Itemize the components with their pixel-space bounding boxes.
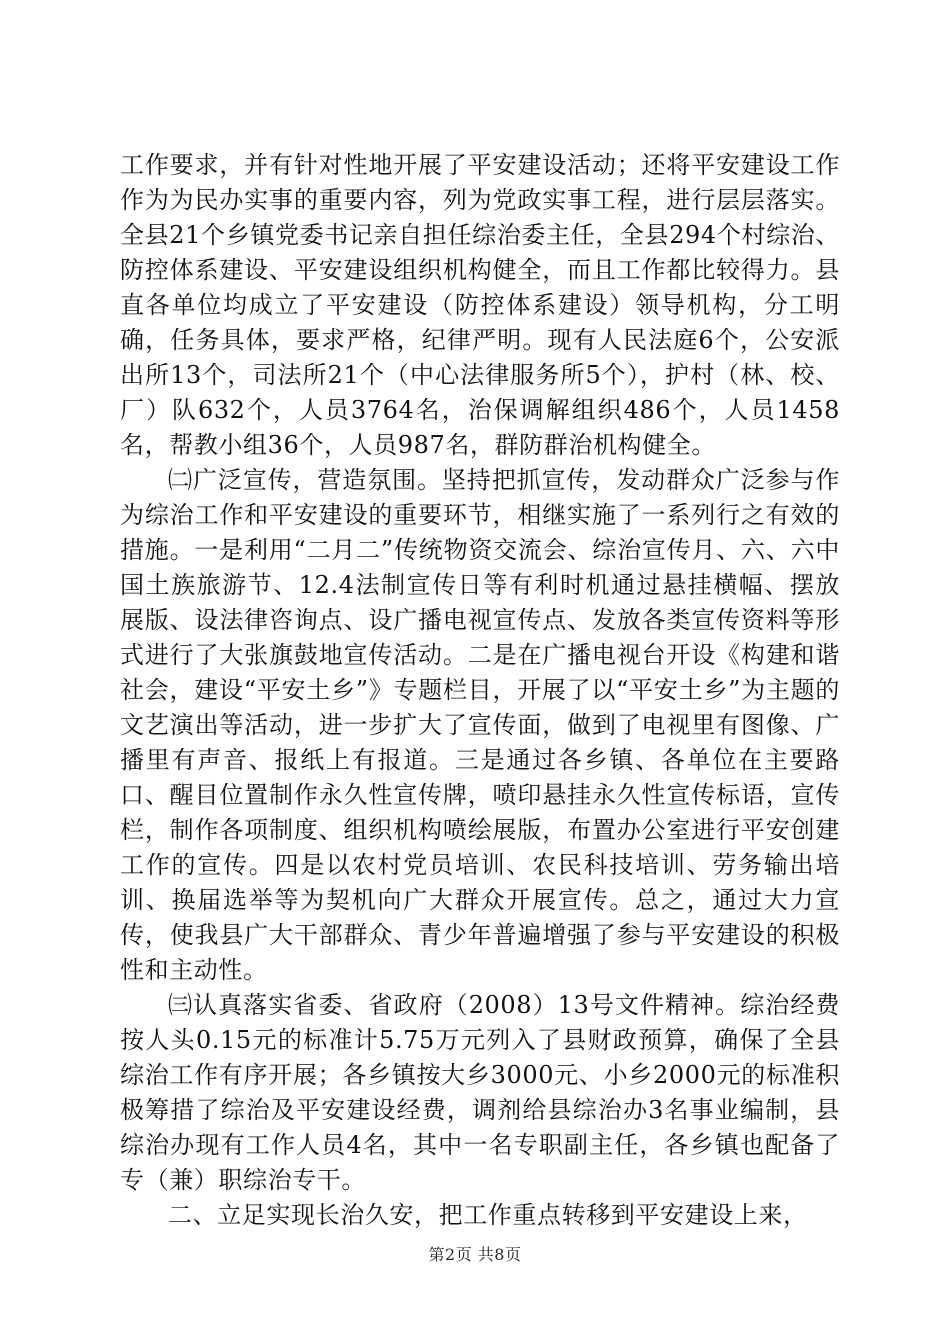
page-number-footer: 第2页 共8页 (428, 1245, 522, 1264)
document-body (120, 148, 840, 1233)
paragraph-funding: ㈢认真落实省委、省政府（2008）13号文件精神。综治经费按人头0.15元的标准计5.75万元列入了县财政预算，确保了全县综治工作有序开展；各乡镇按大乡3000元、小乡2000元的标准积极筹措了综治及平安建设经费，调剂给县综治办3名事业编制，县综治办现有工作人员4名，其中一名专职副主任，各乡镇也配备了专（兼）职综治专干。 (120, 991, 840, 1194)
paragraph-section-two-heading: 二、立足实现长治久安，把工作重点转移到平安建设上来， (168, 1201, 808, 1229)
paragraph-publicity: ㈡广泛宣传，营造氛围。坚持把抓宣传，发动群众广泛参与作为综治工作和平安建设的重要环节，相继实施了一系列行之有效的措施。一是利用“二月二”传统物资交流会、综治宣传月、六、六中国土族旅游节、12.4法制宣传日等有利时机通过悬挂横幅、摆放展版、设法律咨询点、设广播电视宣传点、发放各类宣传资料等形式进行了大张旗鼓地宣传活动。二是在广播电视台开设《构建和谐社会，建设“平安土乡”》专题栏目，开展了以“平安土乡”为主题的文艺演出等活动，进一步扩大了宣传面，做到了电视里有图像、广播里有声音、报纸上有报道。三是通过各乡镇、各单位在主要路口、醒目位置制作永久性宣传牌，喷印悬挂永久性宣传标语，宣传栏，制作各项制度、组织机构喷绘展版，布置办公室进行平安创建工作的宣传。四是以农村党员培训、农民科技培训、劳务输出培训、换届选举等为契机向广大群众开展宣传。总之，通过大力宣传，使我县广大干部群众、青少年普遍增强了参与平安建设的积极性和主动性。 (120, 466, 840, 984)
paragraph-continuation: 工作要求，并有针对性地开展了平安建设活动；还将平安建设工作作为为民办实事的重要内容，列为党政实事工程，进行层层落实。全县21个乡镇党委书记亲自担任综治委主任，全县294个村综治、防控体系建设、平安建设组织机构健全，而且工作都比较得力。县直各单位均成立了平安建设（防控体系建设）领导机构，分工明确，任务具体，要求严格，纪律严明。现有人民法庭6个，公安派出所13个，司法所21个（中心法律服务所5个），护村（林、校、厂）队632个，人员3764名，治保调解组织486个，人员1458名，帮教小组36个，人员987名，群防群治机构健全。 (120, 151, 840, 459)
